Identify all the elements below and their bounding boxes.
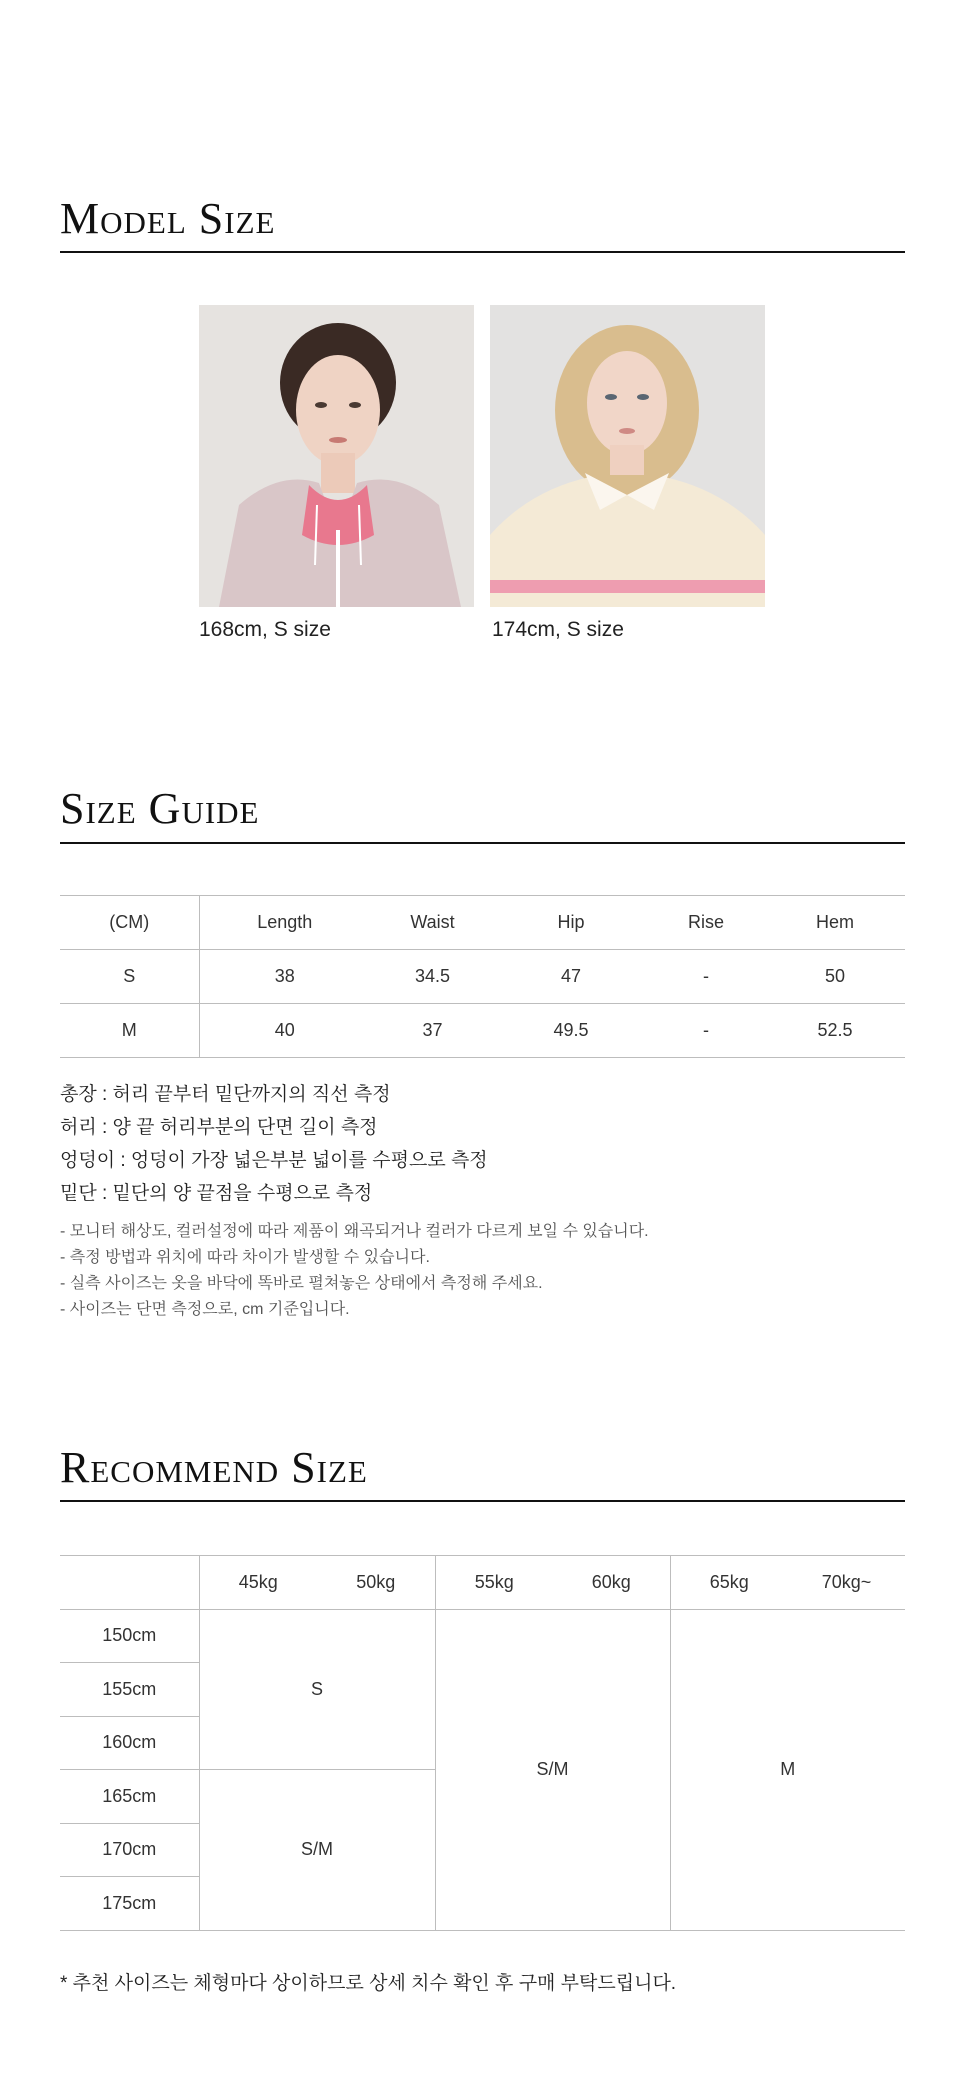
weight-header: 70kg~ (788, 1556, 905, 1610)
height-header: 170cm (60, 1823, 199, 1877)
weight-header-row (60, 1556, 905, 1610)
height-header: 165cm (60, 1770, 199, 1824)
note-line: 밑단 : 밑단의 양 끝점을 수평으로 측정 (60, 1183, 373, 1204)
corner-cell (60, 1556, 199, 1610)
header-cell: Length (199, 896, 370, 950)
recommend-size-table (60, 1555, 905, 1931)
model-size-title: Model Size (60, 194, 276, 243)
value-cell: 50 (765, 950, 905, 1004)
recommend-footnote: * 추천 사이즈는 체형마다 상이하므로 상세 치수 확인 후 구매 부탁드립니다. (60, 1973, 677, 1994)
value-cell: 49.5 (495, 1004, 647, 1058)
table-row (60, 1004, 905, 1058)
value-cell: 38 (199, 950, 370, 1004)
height-header: 160cm (60, 1716, 199, 1770)
height-header: 175cm (60, 1877, 199, 1931)
value-cell: - (647, 950, 765, 1004)
value-cell: 40 (199, 1004, 370, 1058)
size-cell-light-short: S (199, 1609, 435, 1770)
value-cell: 47 (495, 950, 647, 1004)
disclaimer-list (60, 1219, 649, 1323)
model-photo-2 (490, 305, 765, 607)
value-cell: 52.5 (765, 1004, 905, 1058)
header-cell: Hip (495, 896, 647, 950)
model-photo-1 (199, 305, 474, 607)
note-line: 총장 : 허리 끝부터 밑단까지의 직선 측정 (60, 1084, 391, 1105)
disclaimer-line: - 실측 사이즈는 옷을 바닥에 똑바로 펼쳐놓은 상태에서 측정해 주세요. (60, 1275, 543, 1292)
table-row (60, 950, 905, 1004)
header-cell: Hem (765, 896, 905, 950)
height-header: 150cm (60, 1609, 199, 1663)
model-size-rule (60, 251, 905, 253)
weight-header: 45kg (199, 1556, 317, 1610)
recommend-size-title: Recommend Size (60, 1443, 368, 1492)
height-header: 155cm (60, 1663, 199, 1717)
size-guide-rule (60, 842, 905, 844)
size-cell-mid: S/M (435, 1609, 670, 1930)
header-cell: Waist (370, 896, 495, 950)
value-cell: 37 (370, 1004, 495, 1058)
model-caption-1: 168cm, S size (199, 618, 331, 641)
size-cell: M (60, 1004, 199, 1058)
note-line: 허리 : 양 끝 허리부분의 단면 길이 측정 (60, 1117, 378, 1138)
value-cell: - (647, 1004, 765, 1058)
weight-header: 55kg (435, 1556, 553, 1610)
size-cell-heavy: M (670, 1609, 905, 1930)
size-guide-table (60, 895, 905, 1058)
disclaimer-line: - 측정 방법과 위치에 따라 차이가 발생할 수 있습니다. (60, 1249, 430, 1266)
header-cell: Rise (647, 896, 765, 950)
size-cell: S (60, 950, 199, 1004)
size-cell-light-tall: S/M (199, 1770, 435, 1931)
note-line: 엉덩이 : 엉덩이 가장 넓은부분 넓이를 수평으로 측정 (60, 1150, 488, 1171)
weight-header: 60kg (553, 1556, 670, 1610)
recommend-size-rule (60, 1500, 905, 1502)
header-cell: (CM) (60, 896, 199, 950)
weight-header: 65kg (670, 1556, 788, 1610)
value-cell: 34.5 (370, 950, 495, 1004)
disclaimer-line: - 모니터 해상도, 컬러설정에 따라 제품이 왜곡되거나 컬러가 다르게 보일 수 있습니다. (60, 1223, 649, 1240)
model-caption-2: 174cm, S size (492, 618, 624, 641)
weight-header: 50kg (317, 1556, 435, 1610)
disclaimer-line: - 사이즈는 단면 측정으로, cm 기준입니다. (60, 1301, 350, 1318)
size-guide-header-row (60, 896, 905, 950)
measurement-notes (60, 1078, 488, 1210)
size-guide-title: Size Guide (60, 784, 260, 833)
table-row (60, 1609, 905, 1663)
